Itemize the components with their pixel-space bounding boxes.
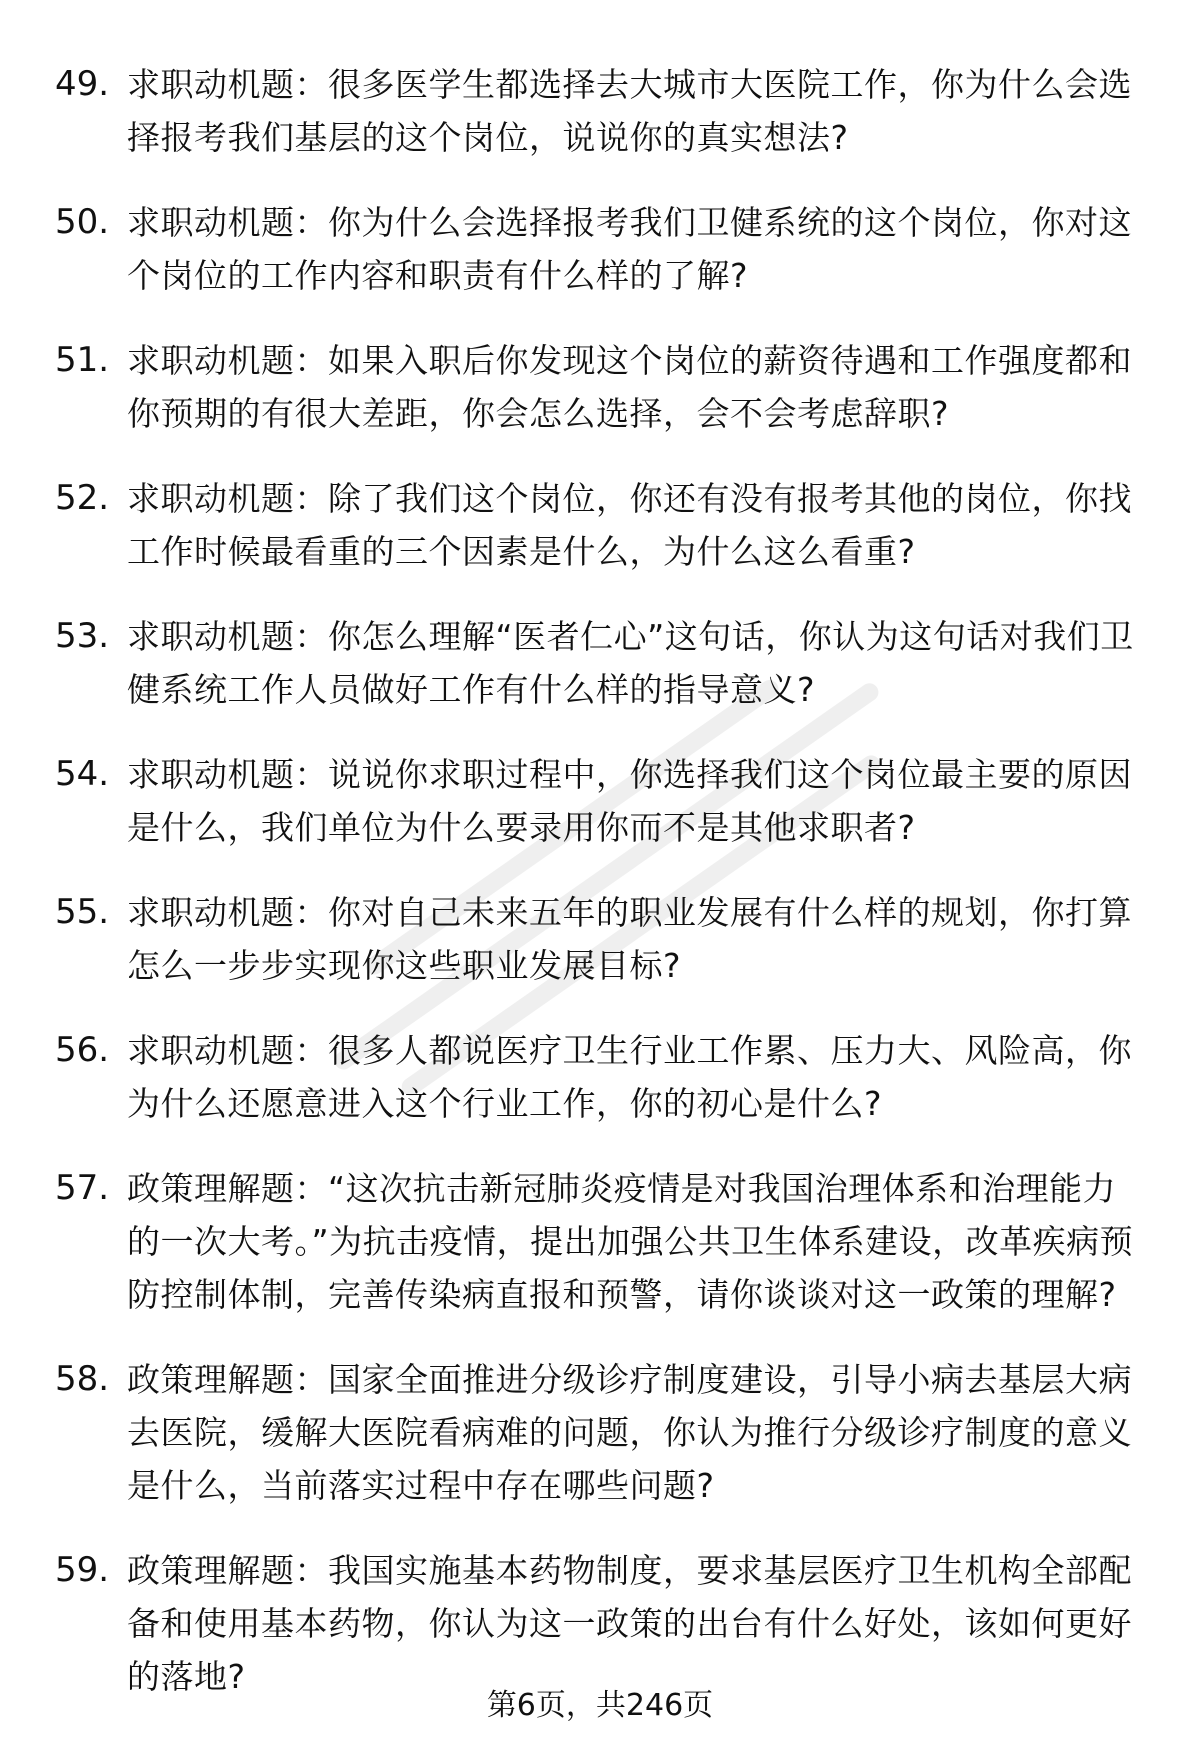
question-number: 50. bbox=[55, 202, 110, 242]
list-item bbox=[55, 748, 1140, 854]
question-number: 53. bbox=[55, 616, 110, 656]
list-item bbox=[55, 1353, 1140, 1512]
list-item bbox=[55, 1024, 1140, 1130]
page-number-footer: 第6页，共246页 bbox=[486, 1688, 714, 1723]
question-number: 55. bbox=[55, 892, 110, 932]
question-text: 求职动机题：如果入职后你发现这个岗位的薪资待遇和工作强度都和你预期的有很大差距，你会怎么选择，会不会考虑辞职? bbox=[127, 341, 1132, 433]
list-item bbox=[55, 196, 1140, 302]
list-item bbox=[55, 58, 1140, 164]
question-number: 56. bbox=[55, 1030, 110, 1070]
list-item bbox=[55, 610, 1140, 716]
list-item bbox=[55, 1544, 1140, 1703]
question-number: 57. bbox=[55, 1168, 110, 1208]
question-text: 求职动机题：你怎么理解“医者仁心”这句话，你认为这句话对我们卫健系统工作人员做好工作有什么样的指导意义? bbox=[127, 617, 1134, 709]
question-number: 58. bbox=[55, 1359, 110, 1399]
question-text: 求职动机题：说说你求职过程中，你选择我们这个岗位最主要的原因是什么，我们单位为什么要录用你而不是其他求职者? bbox=[127, 755, 1132, 847]
question-number: 52. bbox=[55, 478, 110, 518]
question-list bbox=[55, 58, 1140, 1735]
question-number: 59. bbox=[55, 1550, 110, 1590]
question-text: 政策理解题：“这次抗击新冠肺炎疫情是对我国治理体系和治理能力的一次大考。”为抗击疫情，提出加强公共卫生体系建设，改革疾病预防控制体制，完善传染病直报和预警，请你谈谈对这一政策的理解? bbox=[127, 1169, 1134, 1314]
question-number: 51. bbox=[55, 340, 110, 380]
question-number: 49. bbox=[55, 64, 110, 104]
question-text: 求职动机题：除了我们这个岗位，你还有没有报考其他的岗位，你找工作时候最看重的三个因素是什么，为什么这么看重? bbox=[127, 479, 1132, 571]
list-item bbox=[55, 1162, 1140, 1321]
question-number: 54. bbox=[55, 754, 110, 794]
list-item bbox=[55, 472, 1140, 578]
question-text: 求职动机题：很多人都说医疗卫生行业工作累、压力大、风险高，你为什么还愿意进入这个行业工作，你的初心是什么? bbox=[127, 1031, 1132, 1123]
list-item bbox=[55, 886, 1140, 992]
list-item bbox=[55, 334, 1140, 440]
question-text: 求职动机题：很多医学生都选择去大城市大医院工作，你为什么会选择报考我们基层的这个岗位，说说你的真实想法? bbox=[127, 65, 1132, 157]
question-text: 政策理解题：我国实施基本药物制度，要求基层医疗卫生机构全部配备和使用基本药物，你认为这一政策的出台有什么好处，该如何更好的落地? bbox=[127, 1551, 1132, 1696]
question-text: 求职动机题：你为什么会选择报考我们卫健系统的这个岗位，你对这个岗位的工作内容和职责有什么样的了解? bbox=[127, 203, 1132, 295]
question-text: 政策理解题：国家全面推进分级诊疗制度建设，引导小病去基层大病去医院，缓解大医院看病难的问题，你认为推行分级诊疗制度的意义是什么，当前落实过程中存在哪些问题? bbox=[127, 1360, 1132, 1505]
question-text: 求职动机题：你对自己未来五年的职业发展有什么样的规划，你打算怎么一步步实现你这些职业发展目标? bbox=[127, 893, 1132, 985]
